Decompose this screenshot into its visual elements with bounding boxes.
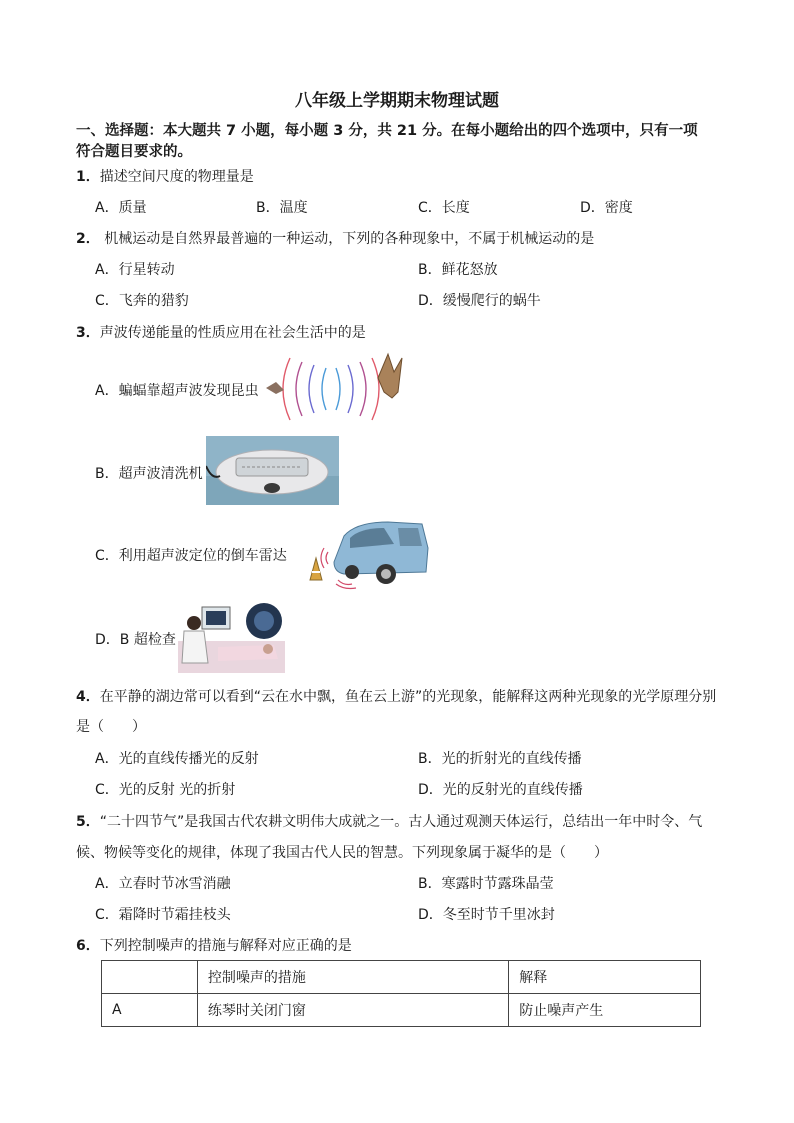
question-number: 2． bbox=[76, 231, 100, 247]
q5-option-c[interactable]: C．霜降时节霜挂枝头 bbox=[95, 907, 231, 923]
question-number: 5． bbox=[76, 814, 100, 830]
bat-ultrasound-image bbox=[262, 348, 412, 430]
q3-option-c[interactable]: C．利用超声波定位的倒车雷达 bbox=[95, 548, 287, 564]
question-stem: 下列控制噪声的措施与解释对应正确的是 bbox=[99, 938, 352, 954]
ultrasonic-cleaner-image bbox=[206, 436, 339, 505]
question-stem: 声波传递能量的性质应用在社会生活中的是 bbox=[99, 325, 366, 341]
question-4-line2: 是（ ） bbox=[76, 719, 146, 735]
table-header-cell: 控制噪声的措施 bbox=[197, 961, 508, 994]
q5-option-d[interactable]: D．冬至时节千里冰封 bbox=[418, 907, 555, 923]
q1-option-a[interactable]: A．质量 bbox=[95, 200, 147, 216]
table-cell: A bbox=[102, 994, 198, 1027]
q3-option-b[interactable]: B．超声波清洗机 bbox=[95, 466, 203, 482]
question-5-line2: 候、物候等变化的规律，体现了我国古代人民的智慧。下列现象属于凝华的是（ ） bbox=[76, 845, 608, 861]
table-cell: 练琴时关闭门窗 bbox=[197, 994, 508, 1027]
q4-option-b[interactable]: B．光的折射光的直线传播 bbox=[418, 751, 582, 767]
question-5 bbox=[76, 811, 702, 831]
question-number: 3． bbox=[76, 325, 100, 341]
question-1 bbox=[76, 166, 254, 186]
q2-option-d[interactable]: D．缓慢爬行的蜗牛 bbox=[418, 293, 541, 309]
question-6 bbox=[76, 935, 352, 955]
noise-control-table bbox=[101, 960, 701, 1027]
q2-option-a[interactable]: A．行星转动 bbox=[95, 262, 175, 278]
table-header-row bbox=[102, 961, 701, 994]
b-ultrasound-image bbox=[178, 601, 285, 673]
q4-option-c[interactable]: C．光的反射 光的折射 bbox=[95, 782, 236, 798]
question-number: 1． bbox=[76, 169, 100, 185]
question-stem: 机械运动是自然界最普遍的一种运动，下列的各种现象中，不属于机械运动的是 bbox=[99, 231, 595, 247]
q1-option-d[interactable]: D．密度 bbox=[580, 200, 633, 216]
q3-option-d[interactable]: D．B 超检查 bbox=[95, 632, 176, 648]
question-stem-line1: “二十四节气”是我国古代农耕文明伟大成就之一。古人通过观测天体运行，总结出一年中时令、气 bbox=[99, 814, 703, 830]
q3-option-a[interactable]: A．蝙蝠靠超声波发现昆虫 bbox=[95, 383, 259, 399]
section-heading-line2: 符合题目要求的。 bbox=[76, 144, 192, 160]
section-heading-line1: 一、选择题：本大题共 7 小题，每小题 3 分，共 21 分。在每小题给出的四个选项中，只有一项 bbox=[76, 123, 698, 139]
q1-option-b[interactable]: B．温度 bbox=[256, 200, 308, 216]
page-title: 八年级上学期期末物理试题 bbox=[295, 91, 499, 111]
table-cell: 防止噪声产生 bbox=[509, 994, 701, 1027]
question-stem: 描述空间尺度的物理量是 bbox=[99, 169, 254, 185]
q5-option-b[interactable]: B．寒露时节露珠晶莹 bbox=[418, 876, 554, 892]
q4-option-d[interactable]: D．光的反射光的直线传播 bbox=[418, 782, 583, 798]
table-row bbox=[102, 994, 701, 1027]
q5-option-a[interactable]: A．立春时节冰雪消融 bbox=[95, 876, 231, 892]
q1-option-c[interactable]: C．长度 bbox=[418, 200, 470, 216]
question-2 bbox=[76, 228, 594, 248]
q2-option-b[interactable]: B．鲜花怒放 bbox=[418, 262, 498, 278]
q4-option-a[interactable]: A．光的直线传播光的反射 bbox=[95, 751, 259, 767]
table-header-cell: 解释 bbox=[509, 961, 701, 994]
table-header-cell bbox=[102, 961, 198, 994]
question-4 bbox=[76, 686, 716, 706]
reversing-radar-image bbox=[298, 518, 430, 590]
question-number: 4． bbox=[76, 689, 100, 705]
question-stem-line1: 在平静的湖边常可以看到“云在水中飘，鱼在云上游”的光现象，能解释这两种光现象的光学原理分别 bbox=[99, 689, 717, 705]
question-number: 6． bbox=[76, 938, 100, 954]
question-3 bbox=[76, 322, 366, 342]
q2-option-c[interactable]: C．飞奔的猎豹 bbox=[95, 293, 189, 309]
